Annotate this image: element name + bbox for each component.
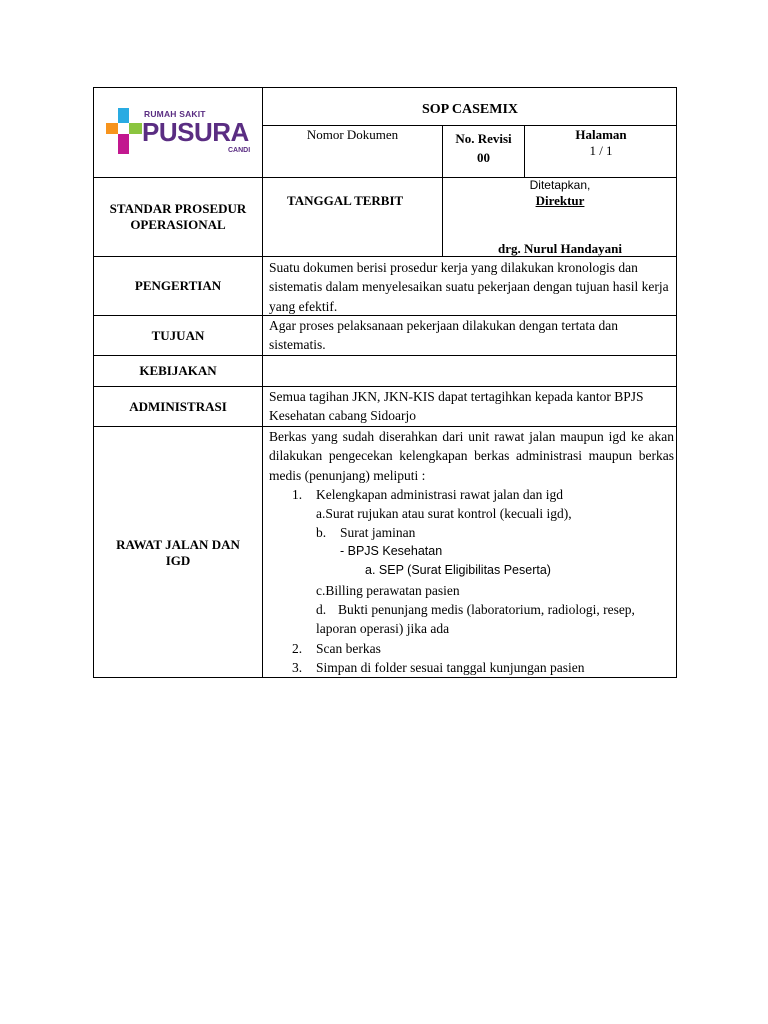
sop-document — [93, 87, 677, 678]
revision-value: 00 — [477, 150, 490, 165]
sub-item-c: c.Billing perawatan pasien — [316, 583, 460, 598]
logo-sub-text: CANDI — [228, 147, 251, 154]
pengertian-label: PENGERTIAN — [134, 278, 222, 293]
list-item: Kelengkapan administrasi rawat jalan dan igd — [316, 487, 564, 502]
sub-item-b-dash-a: a. SEP (Surat Eligibilitas Peserta) — [365, 563, 551, 577]
item-number: 2. — [292, 641, 303, 656]
list-item: Scan berkas — [316, 641, 381, 656]
administrasi-label: ADMINISTRASI — [129, 398, 227, 414]
doc-number-label: Nomor Dokumen — [306, 127, 399, 142]
item-number: 1. — [292, 487, 303, 502]
page-label: Halaman — [575, 127, 627, 142]
rawat-jalan-label: RAWAT JALAN DAN IGD — [116, 536, 240, 568]
sub-item-b: Surat jaminan — [340, 525, 416, 540]
document-title: SOP CASEMIX — [421, 102, 519, 117]
approver-role: Direktur — [535, 193, 585, 208]
sub-item-number: b. — [316, 525, 327, 540]
sub-item-b-dash: - BPJS Kesehatan — [340, 544, 443, 558]
tujuan-text: Agar proses pelaksanaan pekerjaan dilakukan dengan tertata dan sistematis. — [269, 318, 618, 353]
logo-top-text: RUMAH SAKIT — [144, 109, 206, 119]
tujuan-label: TUJUAN — [151, 327, 205, 343]
revision-label: No. Revisi — [455, 131, 512, 146]
approved-label: Ditetapkan, — [529, 178, 591, 192]
list-item: Simpan di folder sesuai tanggal kunjungan pasien — [316, 660, 585, 675]
logo-brand: PUSURA — [142, 117, 249, 147]
pengertian-text: Suatu dokumen berisi prosedur kerja yang dilakukan kronologis dan sistematis dalam menyelesaikan suatu pekerjaan dengan tujuan hasil kerja yang efektif. — [269, 260, 669, 314]
issue-date-label: TANGGAL TERBIT — [287, 193, 404, 208]
item-number: 3. — [292, 660, 303, 675]
kebijakan-label: KEBIJAKAN — [139, 363, 217, 378]
sop-label: STANDAR PROSEDUR OPERASIONAL — [109, 201, 247, 232]
sub-item-d: Bukti penunjang medis (laboratorium, radiologi, resep, laporan operasi) jika ada — [316, 602, 635, 637]
approver-name: drg. Nurul Handayani — [498, 241, 622, 256]
page-value: 1 / 1 — [589, 143, 613, 158]
sub-item-a: a.Surat rujukan atau surat kontrol (kecuali igd), — [316, 506, 572, 521]
rawat-jalan-intro: Berkas yang sudah diserahkan dari unit rawat jalan maupun igd ke akan dilakukan pengecekan kelengkapan berkas administrasi maupun berkas medis (penunjang) meliputi : — [269, 429, 674, 483]
administrasi-text: Semua tagihan JKN, JKN-KIS dapat tertagihkan kepada kantor BPJS Kesehatan cabang Sidoarjo — [269, 389, 644, 424]
sub-item-number: d. — [316, 602, 327, 617]
cross-logo-icon — [104, 106, 144, 158]
hospital-logo — [104, 106, 254, 162]
